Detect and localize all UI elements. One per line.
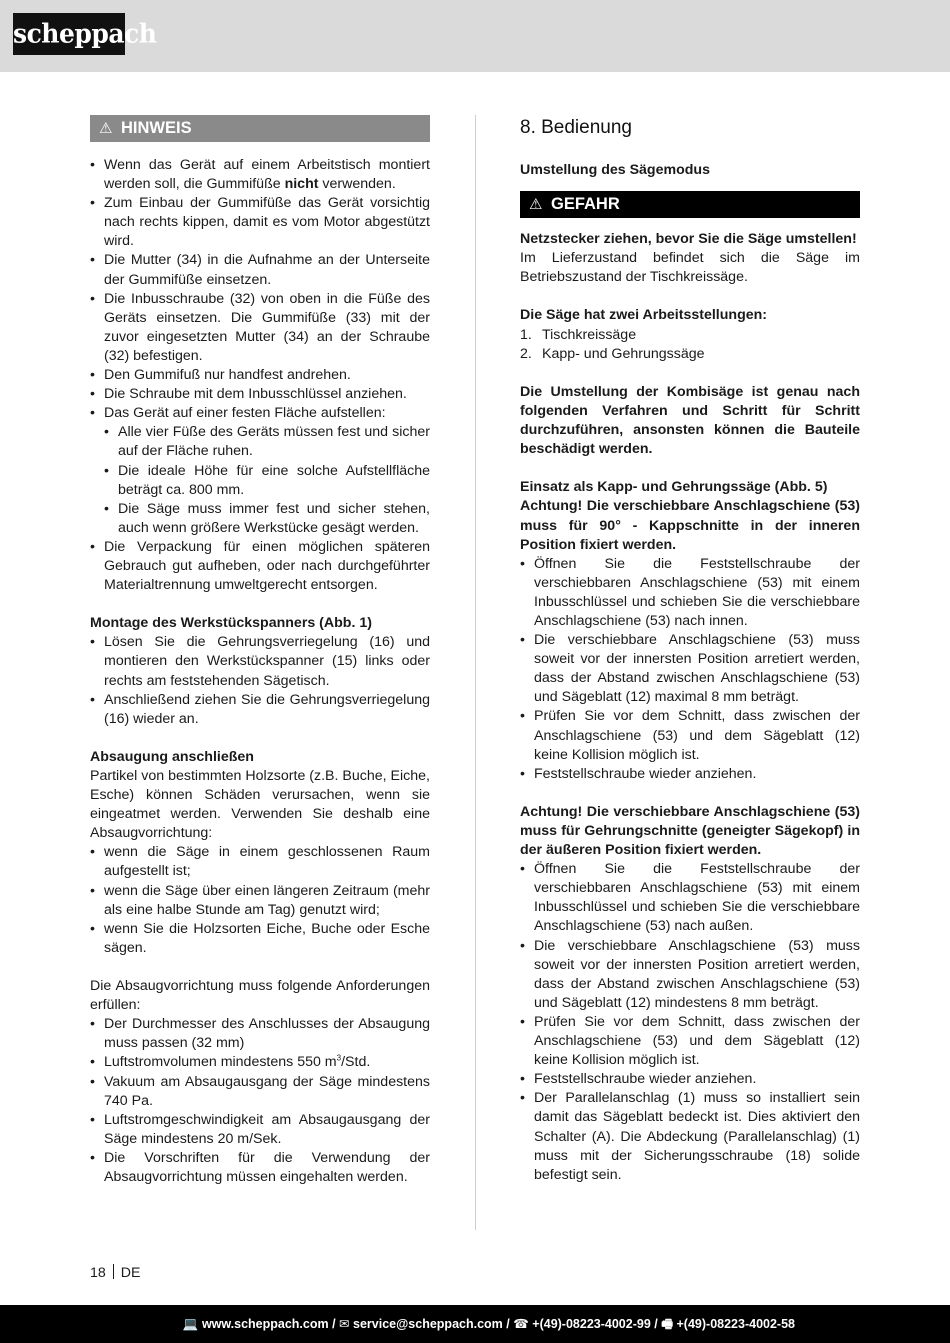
list-item: • Die Schraube mit dem Inbusschlüssel anziehen. bbox=[90, 385, 430, 404]
fax-icon: 🖷 bbox=[661, 1317, 674, 1331]
page-number: 18 DE bbox=[90, 1265, 141, 1281]
hinweis-list bbox=[90, 156, 430, 595]
montage-list bbox=[90, 633, 430, 728]
list-item: • Öffnen Sie die Feststellschraube der verschiebbaren Anschlagschiene (53) mit einem Inbusschlüssel und schieben Sie die verschiebbare Anschlagschiene (53) nach innen. bbox=[520, 555, 860, 631]
hinweis-title: HINWEIS bbox=[121, 119, 192, 137]
hinweis-box-header bbox=[90, 115, 430, 142]
arbeitsstellungen-list bbox=[520, 326, 860, 364]
list-item: • Luftstromgeschwindigkeit am Absaugausgang der Säge mindestens 20 m/Sek. bbox=[90, 1111, 430, 1149]
anforderungen-list bbox=[90, 1015, 430, 1187]
list-item: • Vakuum am Absaugausgang der Säge mindestens 740 Pa. bbox=[90, 1073, 430, 1111]
montage-heading: Montage des Werkstückspanners (Abb. 1) bbox=[90, 615, 372, 632]
gefahr-warning-text: Netzstecker ziehen, bevor Sie die Säge umstellen! bbox=[520, 231, 857, 248]
website-link[interactable]: www.scheppach.com / bbox=[201, 1317, 336, 1331]
absaugung-heading: Absaugung anschließen bbox=[90, 748, 254, 765]
left-column bbox=[90, 115, 430, 1187]
top-header-bar bbox=[0, 0, 950, 72]
list-item: • Die verschiebbare Anschlagschiene (53) muss soweit vor der innersten Position arretiert werden, dass der Abstand zwischen Anschlagschiene (53) und Sägeblatt (12) maximal 8 mm beträgt. bbox=[520, 631, 860, 707]
outer-position-list bbox=[520, 860, 860, 1185]
phone-number: +(49)-08223-4002-99 / bbox=[532, 1317, 658, 1331]
list-item: • Anschließend ziehen Sie die Gehrungsverriegelung (16) wieder an. bbox=[90, 691, 430, 729]
list-item: • Lösen Sie die Gehrungsverriegelung (16) und montieren den Werkstückspanner (15) links oder rechts am feststehenden Sägetisch. bbox=[90, 633, 430, 690]
list-item: • Feststellschraube wieder anziehen. bbox=[520, 765, 860, 784]
computer-icon: 💻 bbox=[182, 1317, 199, 1331]
list-item: • Die Mutter (34) in die Aufnahme an der Unterseite der Gummifüße einsetzen. bbox=[90, 251, 430, 289]
list-item: • Zum Einbau der Gummifüße das Gerät vorsichtig nach rechts kippen, damit es vom Motor abgestützt wird. bbox=[90, 194, 430, 251]
email-icon: ✉ bbox=[339, 1317, 350, 1331]
sub-heading: Umstellung des Sägemodus bbox=[520, 162, 710, 178]
phone-icon: ☎ bbox=[513, 1317, 529, 1331]
scheppach-logo: scheppach bbox=[13, 13, 125, 55]
gefahr-info-text: Im Lieferzustand befindet sich die Säge im Betriebszustand der Tischkreissäge. bbox=[520, 250, 860, 286]
fax-number: +(49)-08223-4002-58 bbox=[676, 1317, 795, 1331]
list-item: • wenn Sie die Holzsorten Eiche, Buche oder Esche sägen. bbox=[90, 920, 430, 958]
absaugung-list bbox=[90, 843, 430, 958]
kombisaege-warning: Die Umstellung der Kombisäge ist genau nach folgenden Verfahren und Schritt für Schritt durchzuführen, ansonsten können die Bauteile beschädigt werden. bbox=[520, 383, 860, 458]
sub-list-item: • Die Säge muss immer fest und sicher stehen, auch wenn größere Werkstücke gesägt werden. bbox=[90, 500, 430, 538]
email-link[interactable]: service@scheppach.com / bbox=[353, 1317, 510, 1331]
einsatz-heading: Einsatz als Kapp- und Gehrungssäge (Abb. 5) bbox=[520, 479, 828, 496]
warning-triangle-icon: ⚠ bbox=[99, 120, 113, 137]
list-item: • wenn die Säge in einem geschlossenen Raum aufgestellt ist; bbox=[90, 843, 430, 881]
list-item: • Die Inbusschraube (32) von oben in die Füße des Geräts einsetzen. Die Gummifüße (33) mit der zuvor eingesetzten Mutter (34) an der Schraube (32) befestigen. bbox=[90, 290, 430, 366]
achtung-outer-text: Achtung! Die verschiebbare Anschlagschiene (53) muss für Gehrungschnitte (geneigter Sägekopf) in der äußeren Position fixiert werden. bbox=[520, 803, 860, 859]
numbered-item: 2. Kapp- und Gehrungssäge bbox=[520, 345, 705, 362]
list-item: • Den Gummifuß nur handfest andrehen. bbox=[90, 366, 430, 385]
list-item: • Wenn das Gerät auf einem Arbeitstisch montiert werden soll, die Gummifüße nicht verwenden. bbox=[90, 156, 430, 194]
numbered-item: 1. Tischkreissäge bbox=[520, 326, 637, 343]
absaugung-paragraph: Partikel von bestimmten Holzsorte (z.B. Buche, Eiche, Esche) können Schäden verursachen, wenn sie eingeatmet werden. Verwenden Sie deshalb eine Absaugvorrichtung: bbox=[90, 768, 430, 842]
right-column bbox=[520, 115, 860, 1185]
anforderungen-paragraph: Die Absaugvorrichtung muss folgende Anforderungen erfüllen: bbox=[90, 978, 430, 1014]
list-item: • Öffnen Sie die Feststellschraube der verschiebbaren Anschlagschiene (53) mit einem Inbusschlüssel und schieben Sie die verschiebbare Anschlagschiene (53) nach außen. bbox=[520, 860, 860, 936]
sub-list-item: • Alle vier Füße des Geräts müssen fest und sicher auf der Fläche ruhen. bbox=[90, 423, 430, 461]
list-item: • Das Gerät auf einer festen Fläche aufstellen: bbox=[90, 404, 430, 423]
gefahr-box-header bbox=[520, 191, 860, 218]
list-item: • Der Durchmesser des Anschlusses der Absaugung muss passen (32 mm) bbox=[90, 1015, 430, 1053]
sub-list-item: • Die ideale Höhe für eine solche Aufstellfläche beträgt ca. 800 mm. bbox=[90, 462, 430, 500]
warning-triangle-icon: ⚠ bbox=[529, 196, 543, 214]
footer-bar bbox=[0, 1305, 950, 1343]
language-code: DE bbox=[120, 1265, 141, 1281]
list-item: • Die Vorschriften für die Verwendung der Absaugvorrichtung müssen eingehalten werden. bbox=[90, 1149, 430, 1187]
list-item: • Die Verpackung für einen möglichen späteren Gebrauch gut aufheben, oder nach durchgeführter Materialtrennung umweltgerecht entsorgen. bbox=[90, 538, 430, 595]
list-item: • wenn die Säge über einen längeren Zeitraum (mehr als eine halbe Stunde am Tag) genutzt wird; bbox=[90, 882, 430, 920]
inner-position-list bbox=[520, 555, 860, 784]
gefahr-title: GEFAHR bbox=[551, 195, 620, 214]
column-divider bbox=[475, 115, 476, 1230]
achtung-inner-text: Achtung! Die verschiebbare Anschlagschiene (53) muss für 90° - Kappschnitte in der inneren Position fixiert werden. bbox=[520, 498, 860, 553]
list-item: • Prüfen Sie vor dem Schnitt, dass zwischen der Anschlagschiene (53) und dem Sägeblatt (12) keine Kollision möglich ist. bbox=[520, 707, 860, 764]
arbeitsstellungen-heading: Die Säge hat zwei Arbeitsstellungen: bbox=[520, 307, 768, 324]
section-title: 8. Bedienung bbox=[520, 117, 632, 138]
list-item: • Luftstromvolumen mindestens 550 $m^3$/Std. bbox=[90, 1053, 430, 1072]
list-item: • Die verschiebbare Anschlagschiene (53) muss soweit vor der innersten Position arretiert werden, dass der Abstand zwischen Anschlagschiene (53) und Sägeblatt (12) mindestens 8 mm beträgt. bbox=[520, 937, 860, 1013]
list-item: • Feststellschraube wieder anziehen. bbox=[520, 1070, 860, 1089]
list-item: • Der Parallelanschlag (1) muss so installiert sein damit das Sägeblatt bedeckt ist. Dies aktiviert den Schalter (A). Die Abdeckung (Parallelanschlag) (1) muss mit der Sicherungsschraube (18) solide befestigt sein. bbox=[520, 1089, 860, 1184]
list-item: • Prüfen Sie vor dem Schnitt, dass zwischen der Anschlagschiene (53) und dem Sägeblatt (12) keine Kollision möglich ist. bbox=[520, 1013, 860, 1070]
